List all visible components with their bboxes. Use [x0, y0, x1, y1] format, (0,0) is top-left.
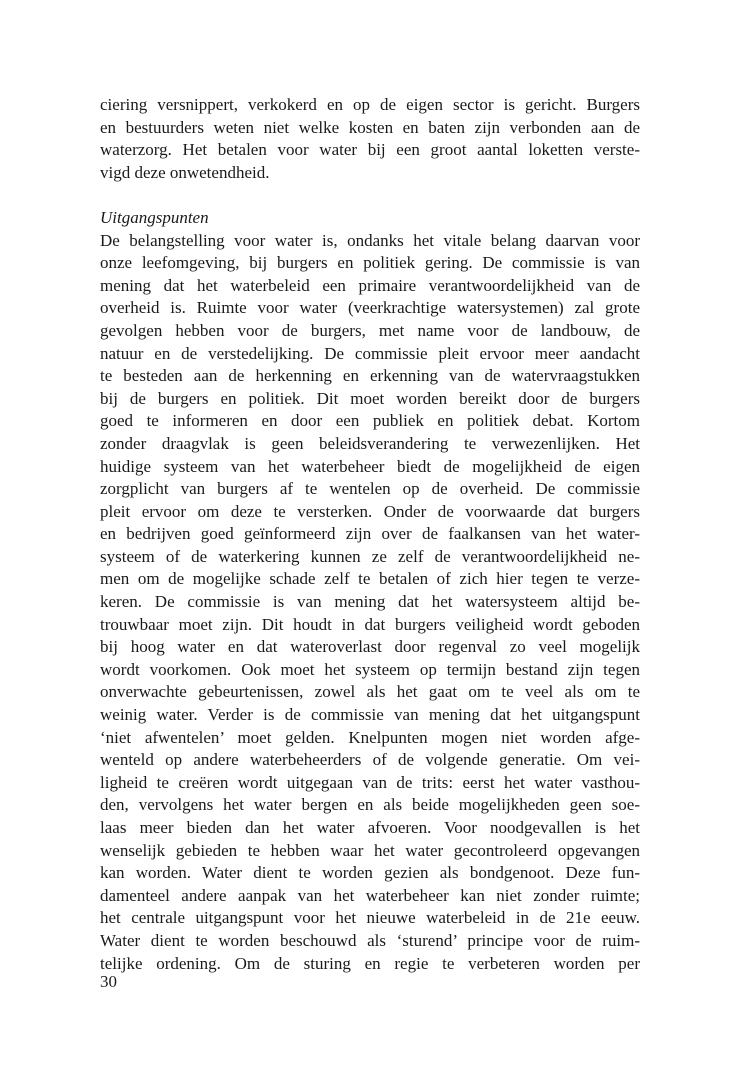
text-line: vigd deze onwetendheid. — [100, 162, 270, 182]
text-line: huidige systeem van het waterbeheer biedt de mogelijkheid de eigen — [100, 456, 640, 476]
page-number: 30 — [100, 972, 117, 991]
text-line: overheid is. Ruimte voor water (veerkrachtige watersystemen) zal grote — [100, 298, 640, 318]
text-line: Water dient te worden beschouwd als ‘sturend’ principe voor de ruim- — [100, 930, 640, 950]
text-line: onverwachte gebeurtenissen, zowel als het gaat om te veel als om te — [100, 682, 640, 702]
text-line: ligheid te creëren wordt uitgegaan van de trits: eerst het water vasthou- — [100, 772, 640, 792]
text-line: mening dat het waterbeleid een primaire verantwoordelijkheid van de — [100, 275, 640, 295]
text-line: zonder draagvlak is geen beleidsverandering te verwezenlijken. Het — [100, 433, 640, 453]
text-line: pleit ervoor om deze te versterken. Onder de voorwaarde dat burgers — [100, 501, 640, 521]
text-line: weinig water. Verder is de commissie van mening dat het uitgangspunt — [100, 705, 640, 725]
text-line: ‘niet afwentelen’ moet gelden. Knelpunten mogen niet worden afge- — [100, 727, 640, 747]
text-line: en bestuurders weten niet welke kosten en baten zijn verbonden aan de — [100, 117, 640, 137]
text-line: kan worden. Water dient te worden gezien als bondgenoot. Deze fun- — [100, 863, 640, 883]
text-line: waterzorg. Het betalen voor water bij een groot aantal loketten verste- — [100, 140, 640, 160]
text-line: natuur en de verstedelijking. De commissie pleit ervoor meer aandacht — [100, 343, 640, 363]
text-line: het centrale uitgangspunt voor het nieuwe waterbeleid in de 21e eeuw. — [100, 908, 640, 928]
text-line: wenteld op andere waterbeheerders of de volgende generatie. Om vei- — [100, 750, 640, 770]
text-line: keren. De commissie is van mening dat het watersysteem altijd be- — [100, 592, 640, 612]
text-line: wordt voorkomen. Ook moet het systeem op termijn bestand zijn tegen — [100, 659, 640, 679]
text-line: systeem of de waterkering kunnen ze zelf de verantwoordelijkheid ne- — [100, 546, 640, 566]
section-heading: Uitgangspunten — [100, 207, 209, 227]
text-line: en bedrijven goed geïnformeerd zijn over de faalkansen van het water- — [100, 524, 640, 544]
text-line: te besteden aan de herkenning en erkenning van de watervraagstukken — [100, 366, 640, 386]
paragraph-gap — [100, 184, 640, 207]
text-line: ciering versnippert, verkokerd en op de eigen sector is gericht. Burgers — [100, 95, 640, 114]
text-line: den, vervolgens het water bergen en als beide mogelijkheden geen soe- — [100, 795, 640, 815]
body-paragraph — [100, 230, 640, 976]
text-line: bij de burgers en politiek. Dit moet worden bereikt door de burgers — [100, 388, 640, 408]
text-line: telijke ordening. Om de sturing en regie te verbeteren worden per — [100, 953, 640, 973]
text-line: bij hoog water en dat wateroverlast door regenval zo veel mogelijk — [100, 637, 640, 657]
text-line: damenteel andere aanpak van het waterbeheer kan niet zonder ruimte; — [100, 885, 640, 905]
text-line: De belangstelling voor water is, ondanks het vitale belang daarvan voor — [100, 230, 640, 250]
text-line: trouwbaar moet zijn. Dit houdt in dat burgers veiligheid wordt geboden — [100, 614, 640, 634]
text-line: men om de mogelijke schade zelf te betalen of zich hier tegen te verze- — [100, 569, 640, 589]
text-line: wenselijk gebieden te hebben waar het water gecontroleerd opgevangen — [100, 840, 640, 860]
text-line: goed te informeren en door een publiek en politiek debat. Kortom — [100, 411, 640, 431]
text-line: gevolgen hebben voor de burgers, met name voor de landbouw, de — [100, 320, 640, 340]
text-line: onze leefomgeving, bij burgers en politiek gering. De commissie is van — [100, 253, 640, 273]
text-line: laas meer bieden dan het water afvoeren. Voor noodgevallen is het — [100, 818, 640, 837]
intro-paragraph — [100, 94, 640, 184]
page-body — [100, 94, 640, 975]
text-line: zorgplicht van burgers af te wentelen op de overheid. De commissie — [100, 479, 640, 499]
